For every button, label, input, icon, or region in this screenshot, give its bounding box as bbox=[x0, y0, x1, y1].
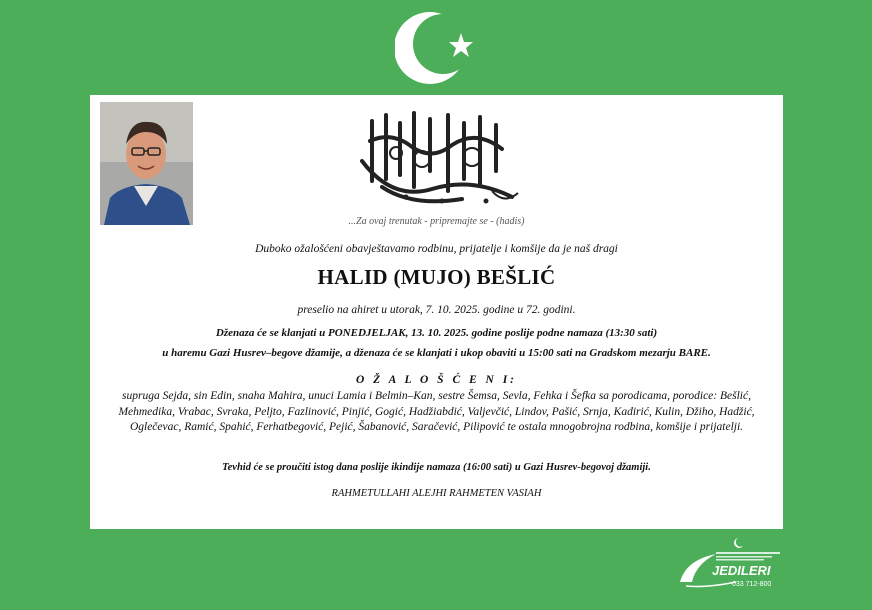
arabic-calligraphy bbox=[352, 101, 522, 213]
death-date-text: preselio na ahiret u utorak, 7. 10. 2025. godine u 72. godini. bbox=[297, 304, 576, 316]
hadis-quote: ...Za ovaj trenutak - pripremajte se - (hadis) bbox=[348, 216, 525, 227]
funeral-info-line1: Dženaza će se klanjati u PONEDJELJAK, 13. 10. 2025. godine poslije podne namaza (13:30 sati) bbox=[215, 327, 658, 339]
deceased-name: HALID (MUJO) BEŠLIĆ bbox=[317, 265, 556, 289]
funeral-service-logo bbox=[676, 530, 788, 594]
crescent-star-icon bbox=[395, 8, 485, 88]
portrait-photo bbox=[100, 102, 193, 225]
closing-prayer: RAHMETULLAHI ALEJHI RAHMETEN VASIAH bbox=[331, 488, 542, 499]
tevhid-info: Tevhid će se proučiti istog dana poslije ikindije namaza (16:00 sati) u Gazi Husrev-begovoj džamiji. bbox=[222, 462, 651, 473]
intro-text: Duboko ožalošćeni obavještavamo rodbinu, prijatelje i komšije da je naš dragi bbox=[255, 243, 618, 255]
mourners-list: supruga Sejda, sin Edin, snaha Mahira, unuci Lamia i Belmin–Kan, sestre Šemsa, Sevla, Fehka i Šefka sa porodicama, porodice: Bešlić, Mehmedika, Vrabac, Svraka, Peljto, Fazlinović, Pinjić, Gogić, Hadžiabdić, Valjevčić, Lindov, Pašić, Srnja, Kadirić, Kulin, Džiho, Hadžić, Oglečevac, Ramić, Spahić, Ferhatbegović, Pejić, Šabanović, Saračević, Pilipović te ostala mnogobrojna rodbina, komšije i prijatelji. bbox=[118, 390, 755, 434]
logo-name: JEDILERI bbox=[712, 563, 771, 578]
logo-phone: 033 712-800 bbox=[732, 581, 772, 588]
funeral-info-line2: u haremu Gazi Husrev–begove džamije, a dženaza će se klanjati i ukop obaviti u 15:00 sati na Gradskom mezarju BARE. bbox=[162, 347, 711, 359]
obituary-card bbox=[90, 95, 783, 529]
mourners-heading: O Ž A L O Š Ć E N I: bbox=[355, 374, 518, 386]
